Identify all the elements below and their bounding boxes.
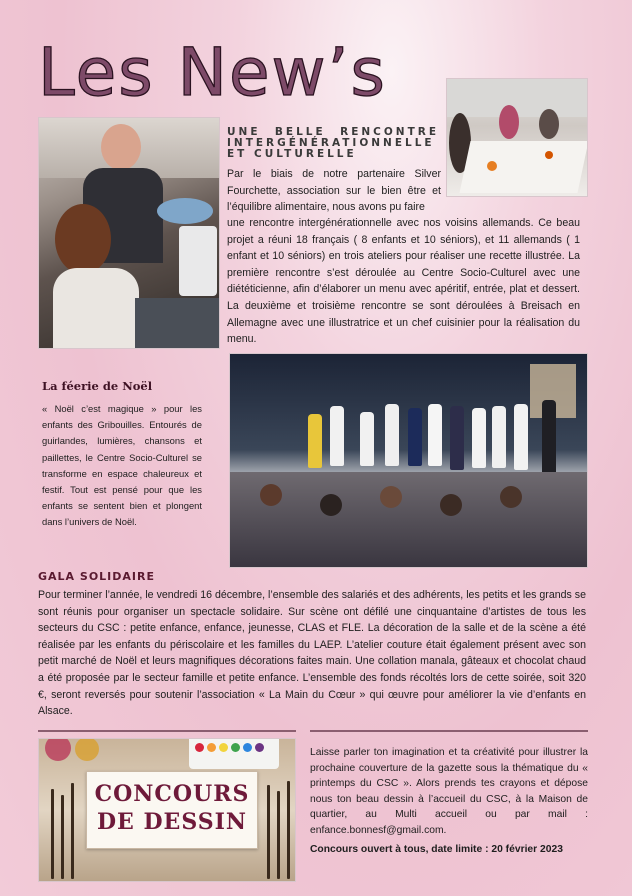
- senior-face: [101, 124, 141, 170]
- contest-deadline: Concours ouvert à tous, date limite : 20 février 2023: [310, 844, 563, 855]
- article3-body: Pour terminer l’année, le vendredi 16 décembre, l’ensemble des salariés et des adhérents, les petits et les grands se sont réunis pour organiser un spectacle solidaire. Sur scène ont défilé une cinquantaine d’artistes de tous les secteurs du CSC : petite enfance, enfance, jeunesse, CLAS et FLE. La décoration de la salle et de la scène a été réalisée par les enfants du périscolaire et les familles du LAEP. L’atelier couture était également présent avec son petit marché de Noël et leurs magnifiques décorations faites main. Une collation manala, gâteaux et chocolat chaud a été proposée par le secteur famille et petite enfance. L’ensemble des fonds récoltés lors de cette soirée, soit 320 €, seront reversés pour soutenir l’association « La Main du Cœur » qui œuvre pour améliorer la vie d’enfants en Alsace.: [38, 589, 586, 718]
- child-head: [440, 494, 462, 516]
- mixing-bowl: [157, 198, 213, 224]
- orange-item-2: [545, 151, 553, 159]
- article2-body: « Noël c’est magique » pour les enfants des Gribouilles. Entourés de guirlandes, lumières, chansons et paillettes, le Centre Socio-Culturel se transforme en espace chaleureux et festif. Tout est pensé pour que les enfants se sentent bien et plongent dans l’univers de Noël.: [42, 403, 202, 528]
- contest-poster-card: [86, 771, 258, 849]
- photo-christmas-show: [229, 353, 588, 568]
- child-head: [260, 484, 282, 506]
- food-processor: [179, 226, 217, 296]
- performer: [360, 412, 374, 466]
- performer: [472, 408, 486, 468]
- divider-right: [310, 730, 588, 732]
- performer: [408, 408, 422, 466]
- participant-right: [539, 109, 559, 139]
- paintbrush: [267, 785, 270, 879]
- paintbrush: [287, 781, 290, 879]
- photo-cooking-workshop: [38, 117, 220, 349]
- child-head: [380, 486, 402, 508]
- paint-blue: [243, 743, 252, 752]
- newsletter-title: Les New’s: [38, 34, 387, 111]
- performer: [308, 414, 322, 468]
- participant-center: [499, 105, 519, 139]
- performer: [450, 406, 464, 470]
- paint-jar: [75, 738, 99, 761]
- child-head: [320, 494, 342, 516]
- paint-jar: [45, 738, 71, 761]
- paint-orange: [207, 743, 216, 752]
- article3-heading: GALA SOLIDAIRE: [38, 570, 155, 583]
- paintbrush: [61, 795, 64, 879]
- child-head: [500, 486, 522, 508]
- child-hair: [55, 204, 111, 274]
- paintbrush: [71, 783, 74, 879]
- paintbrush: [277, 791, 280, 879]
- seated-audience: [230, 472, 587, 567]
- article1-heading: UNE BELLE RENCONTRE INTERGÉNÉRATIONNELLE ET CULTURELLE: [227, 126, 439, 160]
- performer: [492, 406, 506, 468]
- performer: [514, 404, 528, 470]
- paintbrush: [51, 789, 54, 879]
- paint-green: [231, 743, 240, 752]
- poster-title-line2: DE DESSIN: [96, 809, 248, 835]
- child-shirt: [53, 268, 139, 348]
- contest-body: Laisse parler ton imagination et ta créativité pour illustrer la prochaine couverture de la gazette sous la thématique du « printemps du CSC ». Alors prends tes crayons et dépose nous ton beau dessin à l’accueil du CSC, à la Maison de quartier, au Multi accueil ou par mail : enfance.bonnesf@gmail.com.: [310, 747, 588, 836]
- photo-illustration-workshop: [446, 78, 588, 197]
- workshop-table: [459, 141, 588, 193]
- performer: [330, 406, 344, 466]
- divider-left: [38, 730, 296, 732]
- performer: [385, 404, 399, 466]
- performer: [428, 404, 442, 466]
- paint-yellow: [219, 743, 228, 752]
- paint-purple: [255, 743, 264, 752]
- kitchen-counter: [135, 298, 219, 348]
- paint-red: [195, 743, 204, 752]
- orange-item: [487, 161, 497, 171]
- poster-title-line1: CONCOURS: [94, 781, 250, 807]
- article1-body: une rencontre intergénérationnelle avec nos voisins allemands. Ce beau projet a réuni 18 français ( 8 enfants et 10 séniors), et 11 allemands ( 1 enfant et 10 séniors) en trois ateliers pour réaliser une recette illustrée. La première rencontre s’est déroulée au Centre Socio-Culturel avec une diététicienne, afin d’élaborer un menu avec apéritif, entrée, plat et dessert. La deuxième et troisième rencontre se sont déroulées à Breisach en Allemagne avec une illustratrice et un chef cuisinier pour la réalisation du menu.: [227, 217, 580, 346]
- article1-lead: Par le biais de notre partenaire Silver Fourchette, association sur le bien être et l’équilibre alimentaire, nous avons pu faire: [227, 168, 441, 214]
- article2-heading: La féerie de Noël: [42, 379, 153, 393]
